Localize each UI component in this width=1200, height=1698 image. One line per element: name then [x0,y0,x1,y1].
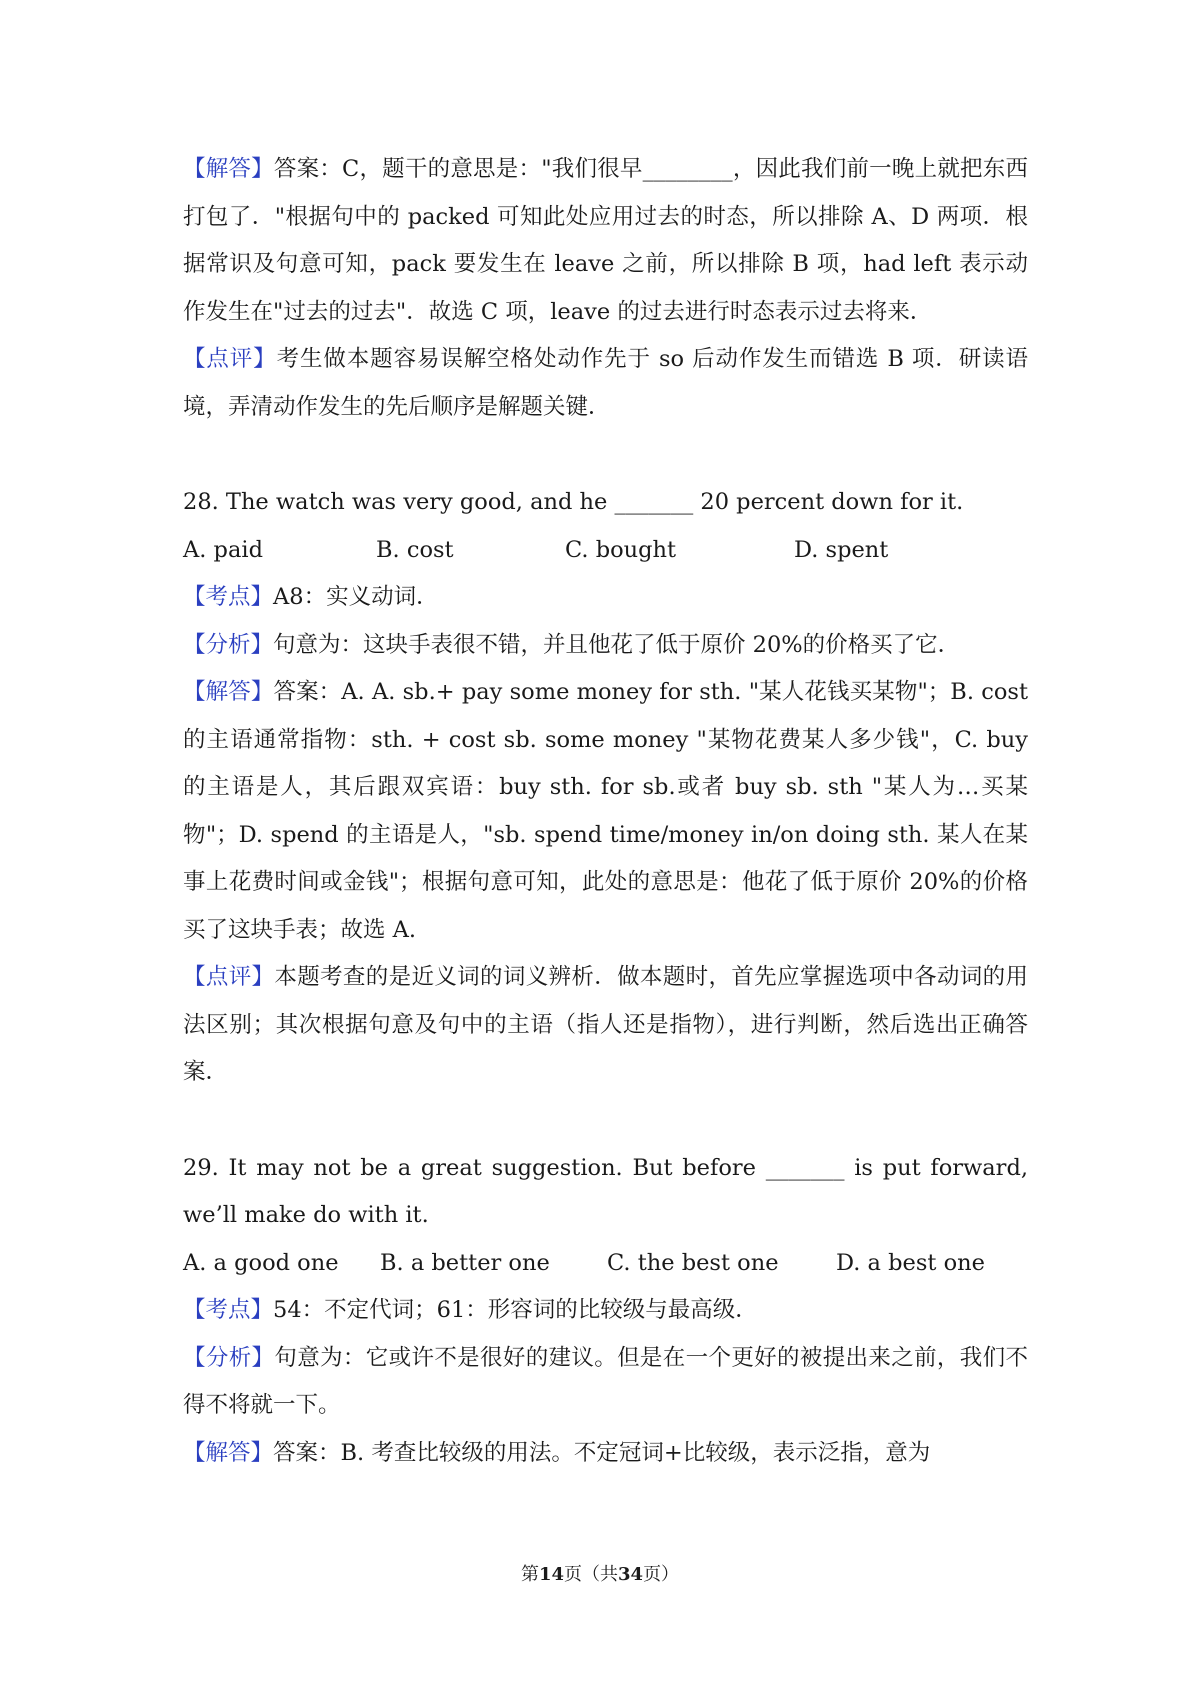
answer-tag: 【解答】 [183,679,274,705]
q28-comment [183,954,1028,1097]
answer-text: 答案：C，题干的意思是："我们很早________，因此我们前一晚上就把东西打包了．"根据句中的 packed 可知此处应用过去的时态，所以排除 A、D 两项．根据常识及句意可知，pack 要发生在 leave 之前，所以排除 B 项，had left 表示动作发生在"过去的过去"．故选 C 项，leave 的过去进行时态表示过去将来． [183,156,1028,325]
footer-prefix: 第 [520,1564,539,1585]
q29-option-c: C. the best one [607,1249,779,1276]
comment-tag: 【点评】 [183,964,275,990]
q29-answer [183,1430,1028,1478]
q29-option-b: B. a better one [380,1249,550,1276]
q28-options [183,527,1028,575]
footer-middle: 页（共 [564,1564,618,1585]
comment-text: 考生做本题容易误解空格处动作先于 so 后动作发生而错选 B 项．研读语境，弄清动作发生的先后顺序是解题关键． [183,346,1028,420]
point-text: A8：实义动词． [273,584,439,610]
comment-text: 本题考查的是近义词的词义辨析．做本题时，首先应掌握选项中各动词的用法区别；其次根据句意及句中的主语（指人还是指物），进行判断，然后选出正确答案． [183,964,1028,1085]
q27-answer [183,146,1028,336]
footer-page-number: 14 [538,1564,564,1585]
footer-suffix: 页） [643,1564,680,1585]
analysis-text: 句意为：它或许不是很好的建议。但是在一个更好的被提出来之前，我们不得不将就一下。 [183,1344,1028,1418]
point-tag: 【考点】 [183,1297,274,1323]
point-tag: 【考点】 [183,584,274,610]
analysis-tag: 【分析】 [183,1344,275,1371]
spacer [183,1097,1028,1145]
footer-total-pages: 34 [618,1564,644,1585]
answer-text: 答案：B. 考查比较级的用法。不定冠词+比较级，表示泛指，意为 [273,1439,931,1466]
q29-stem: 29. It may not be a great suggestion. But before _______ is put forward, we’ll make do with it. [183,1154,1028,1228]
answer-tag: 【解答】 [183,156,274,182]
q28-answer [183,669,1028,954]
analysis-tag: 【分析】 [183,631,274,658]
answer-tag: 【解答】 [183,1439,274,1466]
q27-comment [183,336,1028,431]
q29-option-d: D. a best one [836,1249,985,1276]
q28-analysis [183,622,1028,670]
page-footer [0,1563,1200,1587]
q28-point [183,574,1028,622]
q29-option-a: A. a good one [183,1249,339,1276]
q28-option-b: B. cost [376,536,454,563]
analysis-text: 句意为：这块手表很不错，并且他花了低于原价 20%的价格买了它． [273,631,961,658]
document-page [183,146,1028,1477]
q28-option-c: C. bought [565,536,677,563]
point-text: 54：不定代词；61：形容词的比较级与最高级． [273,1297,758,1323]
q29-analysis [183,1335,1028,1430]
q29-point [183,1287,1028,1335]
q28-option-a: A. paid [183,536,263,563]
q28-stem: 28. The watch was very good, and he _______ 20 percent down for it. [183,489,964,515]
comment-tag: 【点评】 [183,346,277,372]
spacer [183,431,1028,479]
q28-option-d: D. spent [794,536,889,563]
answer-text: 答案：A. A. sb.+ pay some money for sth. "某人花钱买某物"；B. cost 的主语通常指物：sth. + cost sb. some money "某物花费某人多少钱"，C. buy 的主语是人，其后跟双宾语：buy sth. for sb.或者 buy sb. sth "某人为…买某物"；D. spend 的主语是人，"sb. spend time/money in/on doing sth. 某人在某事上花费时间或金钱"；根据句意可知，此处的意思是：他花了低于原价 20%的价格买了这块手表；故选 A. [183,679,1028,943]
q29-options [183,1240,1028,1288]
